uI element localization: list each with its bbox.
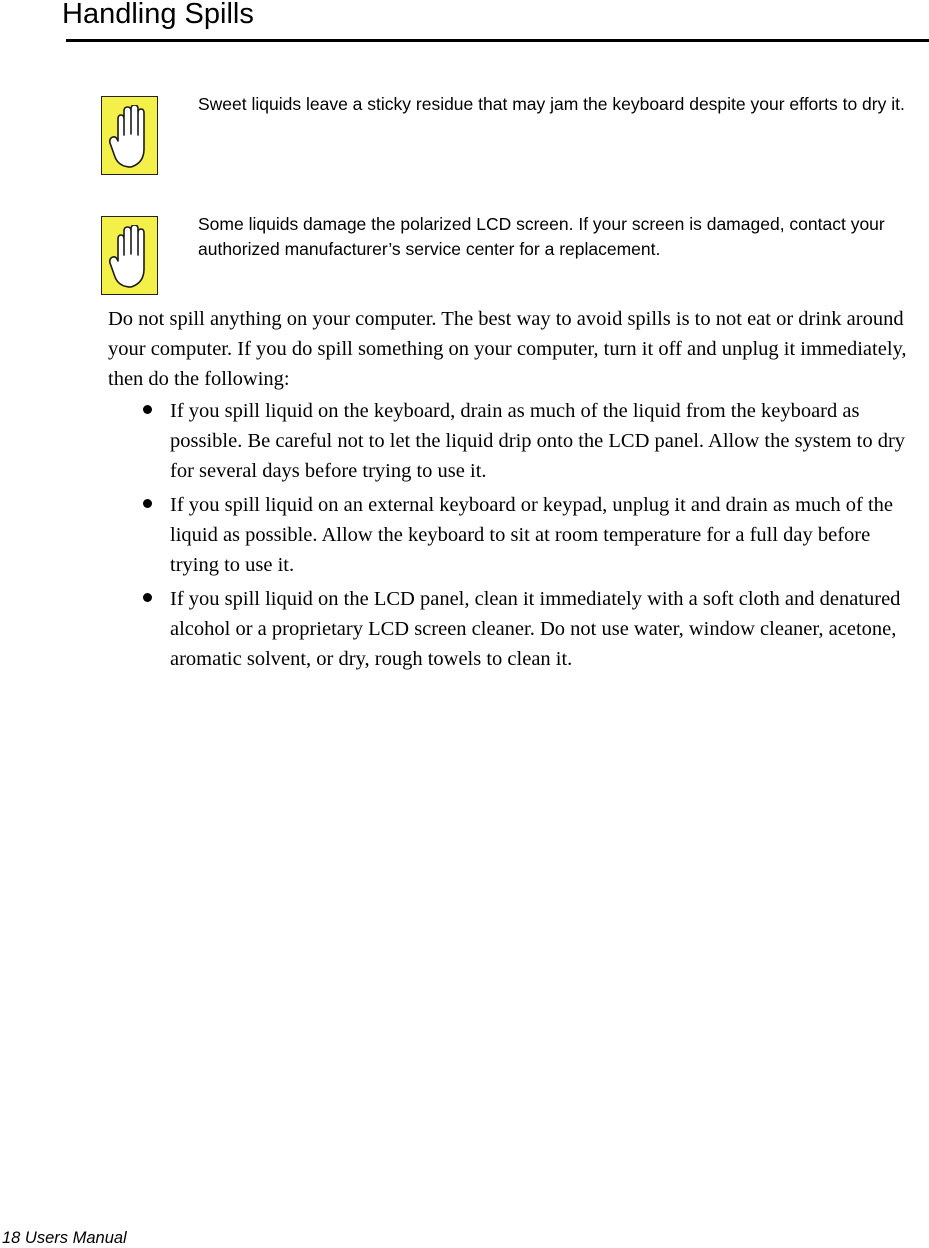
- list-item-text: If you spill liquid on the LCD panel, clean it immediately with a soft cloth and denatured alcohol or a proprietary LCD screen cleaner. Do not use water, window cleaner, acetone, aromatic solvent, or dry, rough towels to clean it.: [170, 588, 901, 670]
- stop-hand-icon: [101, 96, 158, 175]
- page-footer: 18 Users Manual: [2, 1229, 127, 1247]
- bullet-icon: [143, 593, 152, 602]
- title-rule: [66, 39, 929, 42]
- spill-steps-list: [108, 396, 923, 678]
- list-item: [108, 490, 923, 580]
- list-item-text: If you spill liquid on the keyboard, drain as much of the liquid from the keyboard as possible. Be careful not to let the liquid drip onto the LCD panel. Allow the system to dry for several days before trying to use it.: [170, 400, 906, 482]
- page-title: Handling Spills: [62, 0, 254, 30]
- list-item: [108, 584, 923, 674]
- intro-paragraph: Do not spill anything on your computer. The best way to avoid spills is to not eat or drink around your computer. If you do spill something on your computer, turn it off and unplug it immediately, then do the following:: [108, 308, 907, 390]
- list-item: [108, 396, 923, 486]
- stop-hand-icon: [101, 216, 158, 295]
- warning-text: Some liquids damage the polarized LCD screen. If your screen is damaged, contact your authorized manufacturer’s service center for a replacement.: [198, 214, 885, 259]
- list-item-text: If you spill liquid on an external keyboard or keypad, unplug it and drain as much of the liquid as possible. Allow the keyboard to sit at room temperature for a full day before trying to use it.: [170, 494, 894, 576]
- bullet-icon: [143, 405, 152, 414]
- bullet-icon: [143, 499, 152, 508]
- warning-text: Sweet liquids leave a sticky residue that may jam the keyboard despite your efforts to dry it.: [198, 94, 905, 114]
